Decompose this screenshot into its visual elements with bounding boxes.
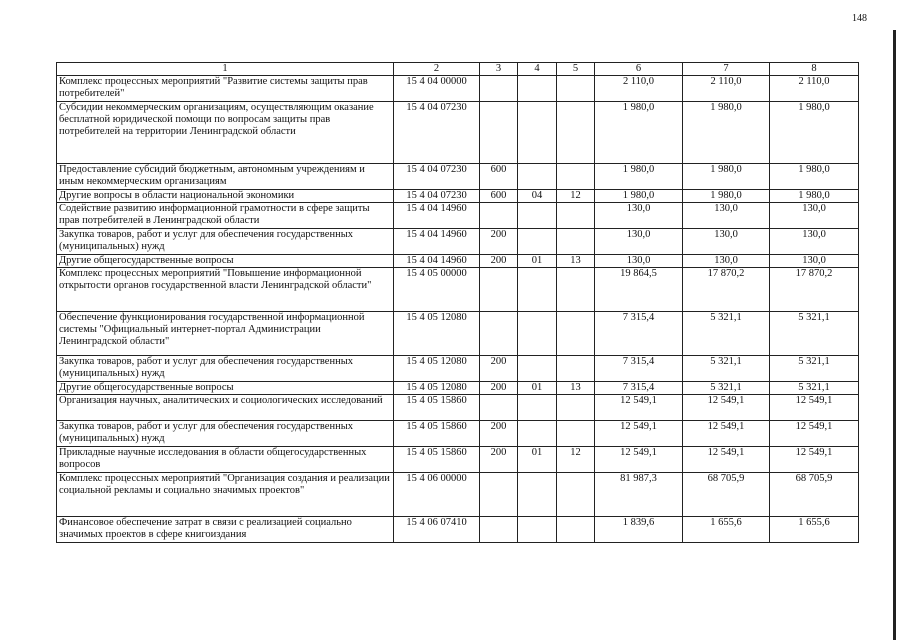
row-pr-cell [557,76,595,102]
row-value-col8: 130,0 [770,203,859,229]
budget-table [56,62,859,543]
row-code-cell: 15 4 04 00000 [394,76,480,102]
row-value-col6: 12 549,1 [595,447,683,473]
row-value-col6: 12 549,1 [595,395,683,421]
row-rz-cell [518,164,557,190]
row-value-col8: 5 321,1 [770,382,859,395]
row-name-cell: Субсидии некоммерческим организациям, осуществляющим оказание бесплатной юридической помощи по вопросам защиты прав потребителей на территории Ленинградской области [57,102,394,164]
header-cell: 1 [57,63,394,76]
row-rz-cell [518,268,557,312]
row-rz-cell [518,421,557,447]
row-rz-cell [518,312,557,356]
row-rz-cell [518,395,557,421]
row-code-cell: 15 4 05 12080 [394,382,480,395]
row-value-col7: 1 980,0 [683,190,770,203]
table-row [57,395,859,421]
row-value-col8: 130,0 [770,229,859,255]
row-rz-cell: 01 [518,382,557,395]
row-value-col7: 130,0 [683,229,770,255]
row-value-col7: 1 980,0 [683,164,770,190]
row-value-col8: 2 110,0 [770,76,859,102]
table-row [57,102,859,164]
row-name-cell: Прикладные научные исследования в области общегосударственных вопросов [57,447,394,473]
row-rz-cell [518,229,557,255]
table-row [57,268,859,312]
row-pr-cell [557,102,595,164]
row-value-col7: 130,0 [683,255,770,268]
row-value-col8: 1 980,0 [770,164,859,190]
row-name-cell: Организация научных, аналитических и социологических исследований [57,395,394,421]
header-cell: 2 [394,63,480,76]
row-value-col8: 1 980,0 [770,190,859,203]
row-vr-cell [480,203,518,229]
table-body [57,63,859,543]
table-row [57,517,859,543]
table-row [57,203,859,229]
row-vr-cell [480,473,518,517]
row-vr-cell: 200 [480,382,518,395]
row-name-cell: Содействие развитию информационной грамотности в сфере защиты прав потребителей в Ленинградской области [57,203,394,229]
row-value-col8: 12 549,1 [770,395,859,421]
row-value-col7: 12 549,1 [683,447,770,473]
row-pr-cell: 12 [557,447,595,473]
row-value-col8: 1 655,6 [770,517,859,543]
row-name-cell: Финансовое обеспечение затрат в связи с реализацией социально значимых проектов в сфере книгоиздания [57,517,394,543]
row-value-col7: 17 870,2 [683,268,770,312]
row-name-cell: Закупка товаров, работ и услуг для обеспечения государственных (муниципальных) нужд [57,421,394,447]
row-value-col7: 5 321,1 [683,382,770,395]
row-rz-cell [518,517,557,543]
row-value-col6: 7 315,4 [595,356,683,382]
table-row [57,421,859,447]
row-vr-cell [480,395,518,421]
row-value-col7: 5 321,1 [683,356,770,382]
row-value-col8: 68 705,9 [770,473,859,517]
row-value-col8: 5 321,1 [770,312,859,356]
row-value-col7: 2 110,0 [683,76,770,102]
row-pr-cell [557,395,595,421]
row-value-col6: 1 980,0 [595,102,683,164]
row-code-cell: 15 4 05 15860 [394,447,480,473]
table-header-row [57,63,859,76]
row-rz-cell: 01 [518,255,557,268]
row-value-col7: 12 549,1 [683,395,770,421]
row-name-cell: Другие общегосударственные вопросы [57,382,394,395]
row-value-col8: 17 870,2 [770,268,859,312]
row-vr-cell: 200 [480,447,518,473]
row-value-col6: 1 980,0 [595,190,683,203]
row-code-cell: 15 4 05 12080 [394,356,480,382]
table-row [57,190,859,203]
row-name-cell: Комплекс процессных мероприятий "Повышение информационной открытости органов государственной власти Ленинградской области" [57,268,394,312]
row-code-cell: 15 4 04 07230 [394,190,480,203]
row-pr-cell [557,473,595,517]
table-row [57,229,859,255]
row-value-col6: 7 315,4 [595,312,683,356]
row-value-col6: 81 987,3 [595,473,683,517]
row-pr-cell [557,268,595,312]
row-vr-cell: 200 [480,356,518,382]
header-cell: 6 [595,63,683,76]
row-value-col7: 68 705,9 [683,473,770,517]
header-cell: 7 [683,63,770,76]
row-code-cell: 15 4 06 07410 [394,517,480,543]
row-value-col6: 130,0 [595,229,683,255]
row-value-col7: 5 321,1 [683,312,770,356]
table-row [57,164,859,190]
row-pr-cell [557,356,595,382]
row-pr-cell [557,229,595,255]
table-row [57,356,859,382]
row-vr-cell [480,76,518,102]
row-value-col6: 130,0 [595,203,683,229]
row-code-cell: 15 4 05 00000 [394,268,480,312]
row-name-cell: Обеспечение функционирования государственной информационной системы "Официальный интернет-портал Администрации Ленинградской области" [57,312,394,356]
row-value-col6: 19 864,5 [595,268,683,312]
row-code-cell: 15 4 05 12080 [394,312,480,356]
row-code-cell: 15 4 04 14960 [394,229,480,255]
table-row [57,447,859,473]
row-vr-cell: 600 [480,190,518,203]
page-number: 148 [852,13,867,24]
row-value-col6: 7 315,4 [595,382,683,395]
row-vr-cell: 200 [480,421,518,447]
row-code-cell: 15 4 04 07230 [394,164,480,190]
row-value-col7: 12 549,1 [683,421,770,447]
row-name-cell: Комплекс процессных мероприятий "Организация создания и реализации социальной рекламы и социально значимых проектов" [57,473,394,517]
row-rz-cell [518,102,557,164]
row-code-cell: 15 4 04 14960 [394,203,480,229]
row-value-col8: 1 980,0 [770,102,859,164]
row-pr-cell: 13 [557,255,595,268]
row-vr-cell: 200 [480,255,518,268]
row-pr-cell: 13 [557,382,595,395]
row-value-col8: 5 321,1 [770,356,859,382]
row-rz-cell: 01 [518,447,557,473]
table-row [57,312,859,356]
row-rz-cell [518,76,557,102]
row-pr-cell: 12 [557,190,595,203]
table-row [57,76,859,102]
row-pr-cell [557,517,595,543]
row-value-col6: 1 839,6 [595,517,683,543]
row-name-cell: Комплекс процессных мероприятий "Развитие системы защиты прав потребителей" [57,76,394,102]
row-value-col6: 130,0 [595,255,683,268]
row-pr-cell [557,421,595,447]
row-value-col8: 12 549,1 [770,421,859,447]
table-row [57,473,859,517]
table-row [57,382,859,395]
header-cell: 5 [557,63,595,76]
row-value-col6: 12 549,1 [595,421,683,447]
row-vr-cell [480,312,518,356]
row-code-cell: 15 4 04 07230 [394,102,480,164]
row-pr-cell [557,203,595,229]
row-name-cell: Другие вопросы в области национальной экономики [57,190,394,203]
table-row [57,255,859,268]
row-code-cell: 15 4 06 00000 [394,473,480,517]
row-rz-cell [518,203,557,229]
row-vr-cell [480,102,518,164]
row-vr-cell: 200 [480,229,518,255]
header-cell: 8 [770,63,859,76]
row-pr-cell [557,312,595,356]
row-value-col8: 12 549,1 [770,447,859,473]
header-cell: 4 [518,63,557,76]
row-rz-cell [518,356,557,382]
row-pr-cell [557,164,595,190]
row-code-cell: 15 4 04 14960 [394,255,480,268]
row-vr-cell [480,517,518,543]
row-value-col8: 130,0 [770,255,859,268]
row-rz-cell [518,473,557,517]
page-edge-bar [893,30,896,640]
row-value-col6: 1 980,0 [595,164,683,190]
row-name-cell: Предоставление субсидий бюджетным, автономным учреждениям и иным некоммерческим организациям [57,164,394,190]
row-code-cell: 15 4 05 15860 [394,395,480,421]
row-rz-cell: 04 [518,190,557,203]
row-name-cell: Закупка товаров, работ и услуг для обеспечения государственных (муниципальных) нужд [57,356,394,382]
header-cell: 3 [480,63,518,76]
row-code-cell: 15 4 05 15860 [394,421,480,447]
row-value-col6: 2 110,0 [595,76,683,102]
row-value-col7: 1 655,6 [683,517,770,543]
row-vr-cell: 600 [480,164,518,190]
row-value-col7: 1 980,0 [683,102,770,164]
row-vr-cell [480,268,518,312]
row-name-cell: Другие общегосударственные вопросы [57,255,394,268]
row-name-cell: Закупка товаров, работ и услуг для обеспечения государственных (муниципальных) нужд [57,229,394,255]
row-value-col7: 130,0 [683,203,770,229]
